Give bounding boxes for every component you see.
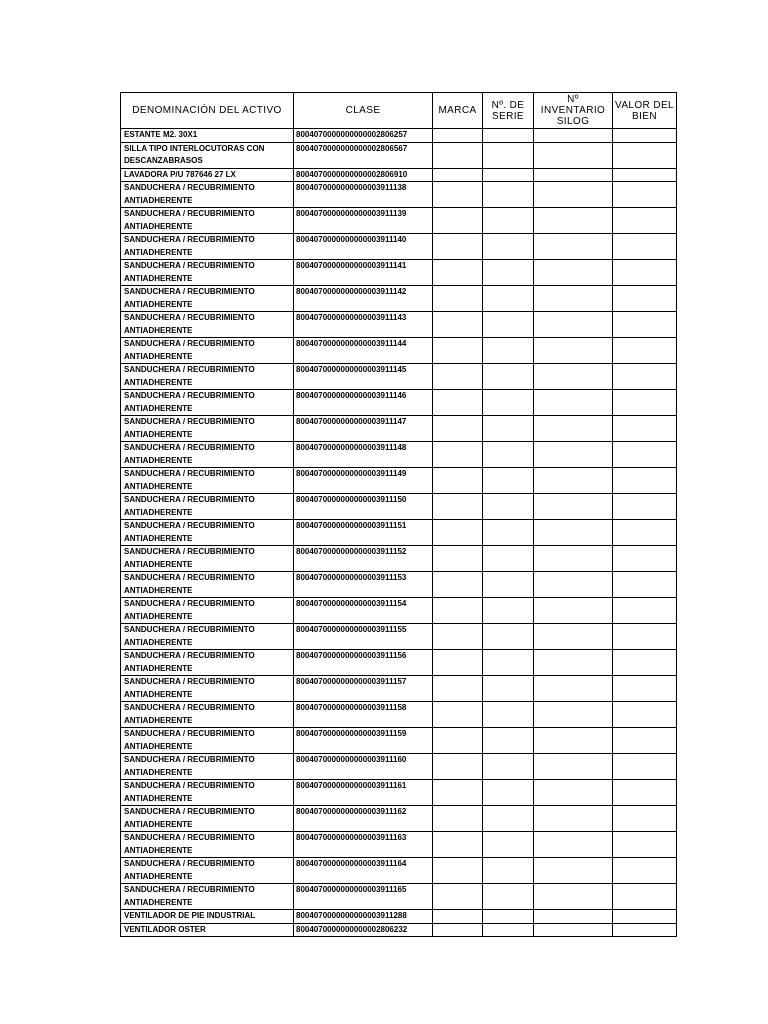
asset-name-cell: SANDUCHERA / RECUBRIMIENTO ANTIADHERENTE xyxy=(121,702,294,728)
asset-class-code-cell: 8004070000000000003911141 xyxy=(294,260,433,286)
table-row xyxy=(121,754,677,780)
serie-cell xyxy=(483,364,534,390)
serie-cell xyxy=(483,520,534,546)
inventario-cell xyxy=(534,208,613,234)
table-row xyxy=(121,780,677,806)
valor-cell xyxy=(613,390,677,416)
table-row xyxy=(121,494,677,520)
inventario-cell xyxy=(534,442,613,468)
valor-cell xyxy=(613,702,677,728)
asset-class-code-cell: 8004070000000000003911164 xyxy=(294,858,433,884)
marca-cell xyxy=(433,884,483,910)
asset-class-code-cell: 8004070000000000003911153 xyxy=(294,572,433,598)
inventario-cell xyxy=(534,702,613,728)
table-row xyxy=(121,312,677,338)
valor-cell xyxy=(613,624,677,650)
table-row xyxy=(121,468,677,494)
valor-cell xyxy=(613,468,677,494)
asset-class-code-cell: 8004070000000000003911150 xyxy=(294,494,433,520)
asset-name-cell: SANDUCHERA / RECUBRIMIENTO ANTIADHERENTE xyxy=(121,624,294,650)
marca-cell xyxy=(433,442,483,468)
marca-cell xyxy=(433,338,483,364)
valor-cell xyxy=(613,910,677,924)
inventario-cell xyxy=(534,129,613,143)
serie-cell xyxy=(483,858,534,884)
asset-class-code-cell: 8004070000000000003911288 xyxy=(294,910,433,924)
marca-cell xyxy=(433,923,483,937)
table-row xyxy=(121,806,677,832)
serie-cell xyxy=(483,598,534,624)
serie-cell xyxy=(483,546,534,572)
inventario-cell xyxy=(534,312,613,338)
asset-class-code-cell: 8004070000000000003911139 xyxy=(294,208,433,234)
marca-cell xyxy=(433,754,483,780)
asset-name-cell: SANDUCHERA / RECUBRIMIENTO ANTIADHERENTE xyxy=(121,468,294,494)
table-row xyxy=(121,923,677,937)
marca-cell xyxy=(433,572,483,598)
asset-class-code-cell: 8004070000000000002806232 xyxy=(294,923,433,937)
asset-name-cell: SANDUCHERA / RECUBRIMIENTO ANTIADHERENTE xyxy=(121,520,294,546)
serie-cell xyxy=(483,338,534,364)
valor-cell xyxy=(613,364,677,390)
valor-cell xyxy=(613,923,677,937)
serie-cell xyxy=(483,442,534,468)
asset-name-cell: SANDUCHERA / RECUBRIMIENTO ANTIADHERENTE xyxy=(121,208,294,234)
valor-cell xyxy=(613,598,677,624)
valor-cell xyxy=(613,286,677,312)
asset-class-code-cell: 8004070000000000002806567 xyxy=(294,142,433,168)
inventario-cell xyxy=(534,338,613,364)
asset-name-cell: SANDUCHERA / RECUBRIMIENTO ANTIADHERENTE xyxy=(121,416,294,442)
table-header xyxy=(121,93,677,129)
asset-class-code-cell: 8004070000000000003911162 xyxy=(294,806,433,832)
asset-class-code-cell: 8004070000000000003911138 xyxy=(294,182,433,208)
serie-cell xyxy=(483,884,534,910)
valor-cell xyxy=(613,234,677,260)
marca-cell xyxy=(433,598,483,624)
asset-name-cell: SANDUCHERA / RECUBRIMIENTO ANTIADHERENTE xyxy=(121,364,294,390)
asset-class-code-cell: 8004070000000000003911142 xyxy=(294,286,433,312)
asset-class-code-cell: 8004070000000000003911165 xyxy=(294,884,433,910)
table-row xyxy=(121,546,677,572)
serie-cell xyxy=(483,416,534,442)
inventario-cell xyxy=(534,494,613,520)
inventario-cell xyxy=(534,832,613,858)
header-denominacion: DENOMINACIÓN DEL ACTIVO xyxy=(121,93,294,129)
table-row xyxy=(121,142,677,168)
serie-cell xyxy=(483,624,534,650)
asset-class-code-cell: 8004070000000000003911148 xyxy=(294,442,433,468)
table-row xyxy=(121,910,677,924)
marca-cell xyxy=(433,728,483,754)
valor-cell xyxy=(613,728,677,754)
marca-cell xyxy=(433,312,483,338)
asset-name-cell: SANDUCHERA / RECUBRIMIENTO ANTIADHERENTE xyxy=(121,182,294,208)
table-row xyxy=(121,858,677,884)
table-row xyxy=(121,208,677,234)
table-row xyxy=(121,168,677,182)
inventario-cell xyxy=(534,650,613,676)
header-inventario: Nº INVENTARIO SILOG xyxy=(534,93,613,129)
asset-name-cell: SANDUCHERA / RECUBRIMIENTO ANTIADHERENTE xyxy=(121,858,294,884)
asset-name-cell: SANDUCHERA / RECUBRIMIENTO ANTIADHERENTE xyxy=(121,728,294,754)
asset-class-code-cell: 8004070000000000003911154 xyxy=(294,598,433,624)
serie-cell xyxy=(483,780,534,806)
serie-cell xyxy=(483,260,534,286)
table-body xyxy=(121,129,677,937)
marca-cell xyxy=(433,806,483,832)
inventario-cell xyxy=(534,364,613,390)
valor-cell xyxy=(613,142,677,168)
asset-name-cell: VENTILADOR DE PIE INDUSTRIAL xyxy=(121,910,294,924)
marca-cell xyxy=(433,546,483,572)
inventario-cell xyxy=(534,468,613,494)
valor-cell xyxy=(613,129,677,143)
inventario-cell xyxy=(534,923,613,937)
serie-cell xyxy=(483,806,534,832)
asset-name-cell: SANDUCHERA / RECUBRIMIENTO ANTIADHERENTE xyxy=(121,832,294,858)
marca-cell xyxy=(433,650,483,676)
serie-cell xyxy=(483,168,534,182)
inventario-cell xyxy=(534,858,613,884)
asset-class-code-cell: 8004070000000000002806257 xyxy=(294,129,433,143)
table-row xyxy=(121,364,677,390)
valor-cell xyxy=(613,884,677,910)
serie-cell xyxy=(483,754,534,780)
asset-class-code-cell: 8004070000000000003911152 xyxy=(294,546,433,572)
marca-cell xyxy=(433,468,483,494)
marca-cell xyxy=(433,494,483,520)
table-row xyxy=(121,572,677,598)
header-row xyxy=(121,93,677,129)
inventario-cell xyxy=(534,728,613,754)
inventario-cell xyxy=(534,182,613,208)
marca-cell xyxy=(433,182,483,208)
inventario-cell xyxy=(534,168,613,182)
valor-cell xyxy=(613,442,677,468)
valor-cell xyxy=(613,806,677,832)
table-row xyxy=(121,832,677,858)
inventario-cell xyxy=(534,546,613,572)
asset-name-cell: SANDUCHERA / RECUBRIMIENTO ANTIADHERENTE xyxy=(121,650,294,676)
asset-name-cell: LAVADORA P/U 787646 27 LX xyxy=(121,168,294,182)
asset-class-code-cell: 8004070000000000003911147 xyxy=(294,416,433,442)
valor-cell xyxy=(613,494,677,520)
asset-class-code-cell: 8004070000000000003911151 xyxy=(294,520,433,546)
serie-cell xyxy=(483,312,534,338)
valor-cell xyxy=(613,572,677,598)
inventario-cell xyxy=(534,234,613,260)
valor-cell xyxy=(613,650,677,676)
serie-cell xyxy=(483,390,534,416)
table-row xyxy=(121,702,677,728)
table-row xyxy=(121,676,677,702)
valor-cell xyxy=(613,520,677,546)
valor-cell xyxy=(613,208,677,234)
marca-cell xyxy=(433,364,483,390)
header-marca: MARCA xyxy=(433,93,483,129)
asset-inventory-table xyxy=(120,92,677,937)
asset-name-cell: SANDUCHERA / RECUBRIMIENTO ANTIADHERENTE xyxy=(121,598,294,624)
serie-cell xyxy=(483,286,534,312)
header-valor: VALOR DEL BIEN xyxy=(613,93,677,129)
marca-cell xyxy=(433,168,483,182)
asset-class-code-cell: 8004070000000000003911163 xyxy=(294,832,433,858)
valor-cell xyxy=(613,546,677,572)
marca-cell xyxy=(433,208,483,234)
asset-name-cell: SANDUCHERA / RECUBRIMIENTO ANTIADHERENTE xyxy=(121,806,294,832)
table-row xyxy=(121,598,677,624)
asset-name-cell: SANDUCHERA / RECUBRIMIENTO ANTIADHERENTE xyxy=(121,390,294,416)
asset-class-code-cell: 8004070000000000003911159 xyxy=(294,728,433,754)
asset-class-code-cell: 8004070000000000003911145 xyxy=(294,364,433,390)
serie-cell xyxy=(483,728,534,754)
marca-cell xyxy=(433,520,483,546)
asset-name-cell: SANDUCHERA / RECUBRIMIENTO ANTIADHERENTE xyxy=(121,546,294,572)
marca-cell xyxy=(433,676,483,702)
valor-cell xyxy=(613,182,677,208)
marca-cell xyxy=(433,129,483,143)
serie-cell xyxy=(483,923,534,937)
inventario-cell xyxy=(534,572,613,598)
marca-cell xyxy=(433,624,483,650)
table-row xyxy=(121,884,677,910)
inventario-cell xyxy=(534,260,613,286)
valor-cell xyxy=(613,832,677,858)
asset-class-code-cell: 8004070000000000003911160 xyxy=(294,754,433,780)
marca-cell xyxy=(433,390,483,416)
asset-name-cell: SANDUCHERA / RECUBRIMIENTO ANTIADHERENTE xyxy=(121,338,294,364)
asset-name-cell: SANDUCHERA / RECUBRIMIENTO ANTIADHERENTE xyxy=(121,884,294,910)
asset-name-cell: SANDUCHERA / RECUBRIMIENTO ANTIADHERENTE xyxy=(121,260,294,286)
table-row xyxy=(121,338,677,364)
marca-cell xyxy=(433,234,483,260)
asset-class-code-cell: 8004070000000000003911146 xyxy=(294,390,433,416)
marca-cell xyxy=(433,142,483,168)
inventario-cell xyxy=(534,754,613,780)
marca-cell xyxy=(433,702,483,728)
asset-name-cell: SANDUCHERA / RECUBRIMIENTO ANTIADHERENTE xyxy=(121,494,294,520)
asset-class-code-cell: 8004070000000000003911158 xyxy=(294,702,433,728)
serie-cell xyxy=(483,832,534,858)
marca-cell xyxy=(433,260,483,286)
table-row xyxy=(121,416,677,442)
inventario-cell xyxy=(534,390,613,416)
asset-class-code-cell: 8004070000000000003911140 xyxy=(294,234,433,260)
asset-name-cell: SANDUCHERA / RECUBRIMIENTO ANTIADHERENTE xyxy=(121,442,294,468)
inventario-cell xyxy=(534,910,613,924)
inventario-cell xyxy=(534,520,613,546)
valor-cell xyxy=(613,416,677,442)
asset-name-cell: SANDUCHERA / RECUBRIMIENTO ANTIADHERENTE xyxy=(121,780,294,806)
table-row xyxy=(121,728,677,754)
marca-cell xyxy=(433,416,483,442)
table-row xyxy=(121,286,677,312)
table-row xyxy=(121,442,677,468)
serie-cell xyxy=(483,182,534,208)
inventario-cell xyxy=(534,416,613,442)
marca-cell xyxy=(433,286,483,312)
valor-cell xyxy=(613,780,677,806)
asset-name-cell: SILLA TIPO INTERLOCUTORAS CON DESCANZABRASOS xyxy=(121,142,294,168)
serie-cell xyxy=(483,208,534,234)
inventario-cell xyxy=(534,624,613,650)
asset-name-cell: VENTILADOR OSTER xyxy=(121,923,294,937)
asset-name-cell: SANDUCHERA / RECUBRIMIENTO ANTIADHERENTE xyxy=(121,312,294,338)
serie-cell xyxy=(483,910,534,924)
marca-cell xyxy=(433,832,483,858)
inventario-cell xyxy=(534,142,613,168)
table-row xyxy=(121,390,677,416)
table-row xyxy=(121,260,677,286)
asset-class-code-cell: 8004070000000000003911157 xyxy=(294,676,433,702)
asset-class-code-cell: 8004070000000000003911155 xyxy=(294,624,433,650)
serie-cell xyxy=(483,142,534,168)
valor-cell xyxy=(613,168,677,182)
serie-cell xyxy=(483,650,534,676)
asset-name-cell: ESTANTE M2. 30X1 xyxy=(121,129,294,143)
inventario-cell xyxy=(534,676,613,702)
marca-cell xyxy=(433,780,483,806)
valor-cell xyxy=(613,312,677,338)
inventario-cell xyxy=(534,780,613,806)
table-row xyxy=(121,182,677,208)
inventario-cell xyxy=(534,286,613,312)
asset-name-cell: SANDUCHERA / RECUBRIMIENTO ANTIADHERENTE xyxy=(121,572,294,598)
inventario-cell xyxy=(534,806,613,832)
marca-cell xyxy=(433,858,483,884)
inventario-cell xyxy=(534,884,613,910)
marca-cell xyxy=(433,910,483,924)
serie-cell xyxy=(483,234,534,260)
table-row xyxy=(121,520,677,546)
valor-cell xyxy=(613,858,677,884)
table-row xyxy=(121,624,677,650)
asset-name-cell: SANDUCHERA / RECUBRIMIENTO ANTIADHERENTE xyxy=(121,234,294,260)
serie-cell xyxy=(483,702,534,728)
serie-cell xyxy=(483,494,534,520)
asset-class-code-cell: 8004070000000000003911143 xyxy=(294,312,433,338)
serie-cell xyxy=(483,572,534,598)
asset-class-code-cell: 8004070000000000003911149 xyxy=(294,468,433,494)
asset-name-cell: SANDUCHERA / RECUBRIMIENTO ANTIADHERENTE xyxy=(121,286,294,312)
asset-class-code-cell: 8004070000000000003911156 xyxy=(294,650,433,676)
asset-name-cell: SANDUCHERA / RECUBRIMIENTO ANTIADHERENTE xyxy=(121,676,294,702)
asset-name-cell: SANDUCHERA / RECUBRIMIENTO ANTIADHERENTE xyxy=(121,754,294,780)
serie-cell xyxy=(483,468,534,494)
valor-cell xyxy=(613,754,677,780)
asset-class-code-cell: 8004070000000000002806910 xyxy=(294,168,433,182)
asset-class-code-cell: 8004070000000000003911144 xyxy=(294,338,433,364)
valor-cell xyxy=(613,338,677,364)
serie-cell xyxy=(483,129,534,143)
asset-class-code-cell: 8004070000000000003911161 xyxy=(294,780,433,806)
table-row xyxy=(121,129,677,143)
header-serie: Nº. DE SERIE xyxy=(483,93,534,129)
table-row xyxy=(121,650,677,676)
inventario-cell xyxy=(534,598,613,624)
header-clase: CLASE xyxy=(294,93,433,129)
valor-cell xyxy=(613,676,677,702)
valor-cell xyxy=(613,260,677,286)
table-row xyxy=(121,234,677,260)
serie-cell xyxy=(483,676,534,702)
